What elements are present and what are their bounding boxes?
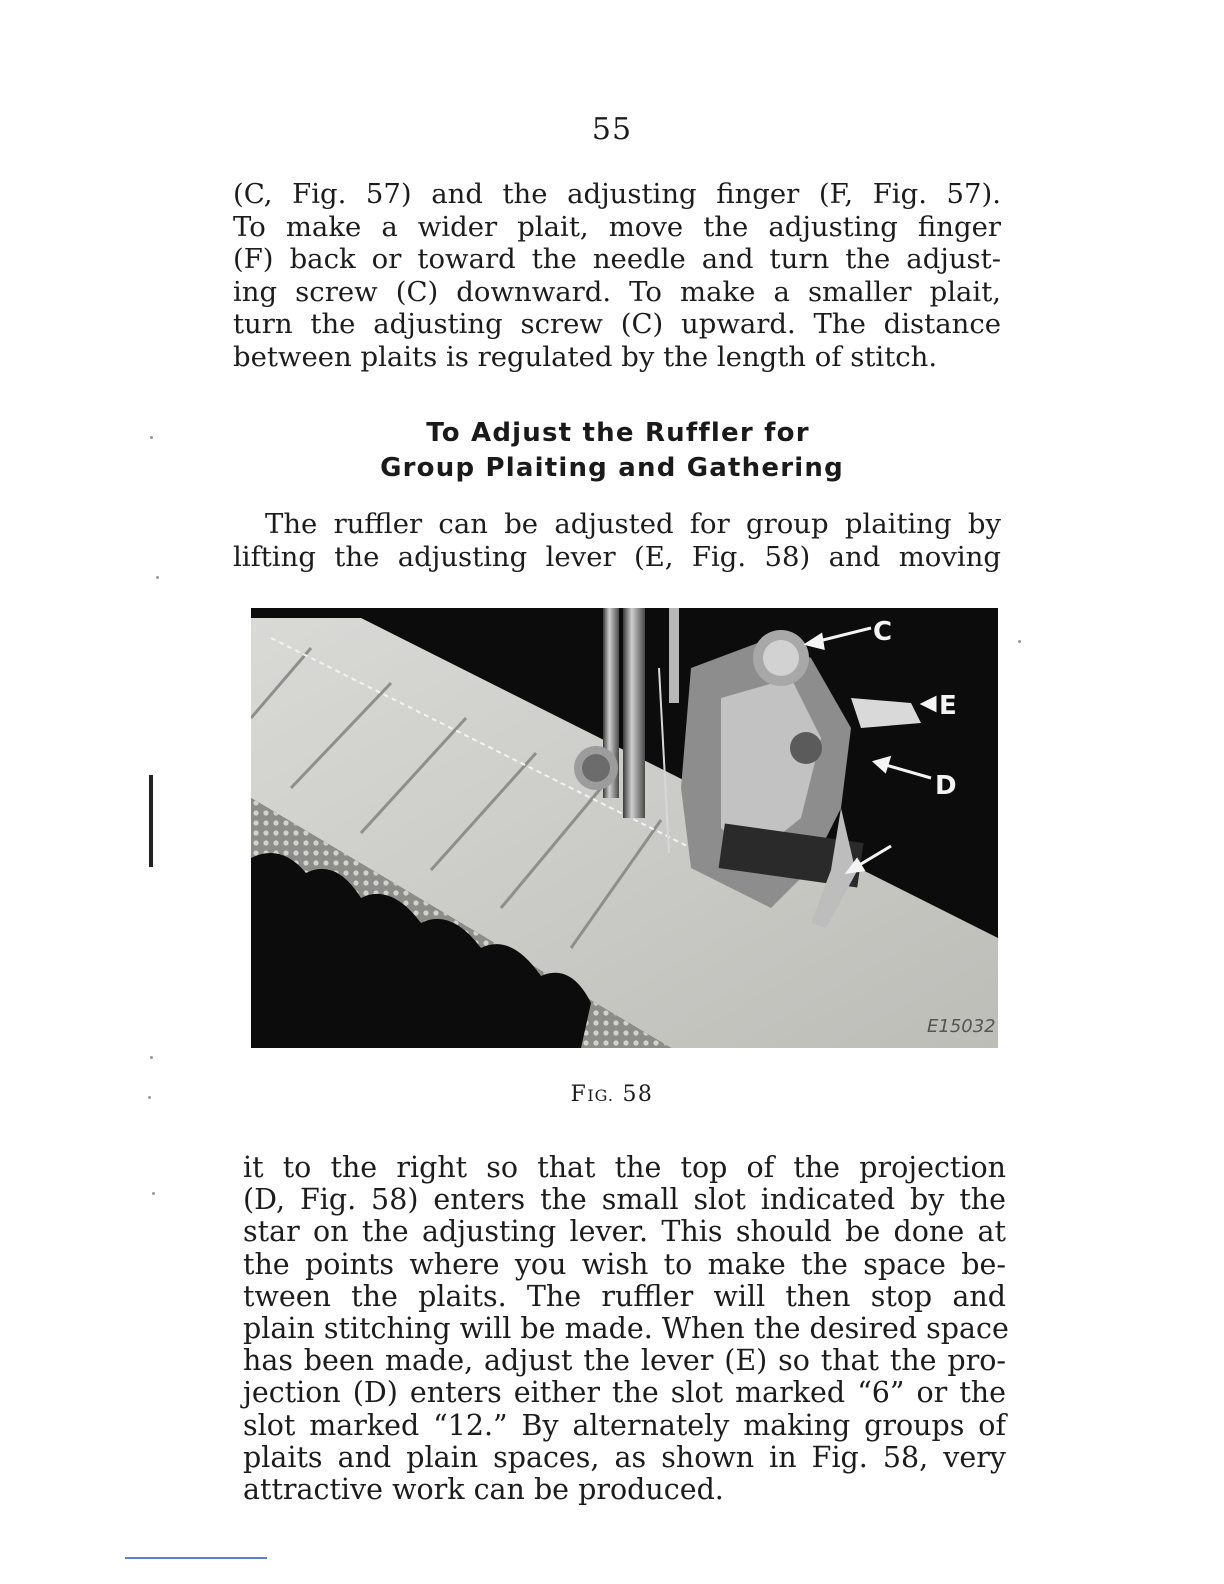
- scan-speck: [1018, 640, 1021, 643]
- ruffler-photo-illustration: [251, 608, 998, 1048]
- scan-speck: [150, 1056, 153, 1059]
- text-line: attractive work can be produced.: [243, 1473, 724, 1507]
- scan-speck: [150, 436, 153, 439]
- text-line: the points where you wish to make the space be-: [243, 1247, 1006, 1281]
- photo-code: E15032: [927, 1016, 996, 1037]
- label-e: E: [939, 691, 957, 721]
- text-line: (D, Fig. 58) enters the small slot indicated by the: [243, 1183, 1006, 1217]
- text-line: has been made, adjust the lever (E) so that the pro-: [243, 1344, 1006, 1378]
- text-line: To make a wider plait, move the adjusting finger: [233, 210, 1001, 243]
- figure-58-photo: [251, 608, 998, 1048]
- text-line: plaits and plain spaces, as shown in Fig. 58, very: [243, 1440, 1006, 1474]
- section-heading-line-2: Group Plaiting and Gathering: [380, 453, 844, 483]
- text-line: slot marked “12.” By alternately making groups of: [243, 1408, 1006, 1442]
- paragraph-bottom: [243, 1151, 1009, 1507]
- text-line: tween the plaits. The ruffler will then stop and: [243, 1279, 1006, 1313]
- bottom-rule: [125, 1557, 267, 1559]
- page-number: 55: [591, 112, 633, 147]
- section-heading-line-1: To Adjust the Ruffler for: [426, 418, 810, 448]
- text-line: star on the adjusting lever. This should be done at: [243, 1215, 1006, 1249]
- scan-speck: [148, 1096, 151, 1099]
- text-line: The ruffler can be adjusted for group plaiting by: [265, 508, 1001, 540]
- text-line: it to the right so that the top of the projection: [243, 1151, 1006, 1184]
- label-d: D: [935, 771, 957, 801]
- text-line: jection (D) enters either the slot marked “6” or the: [243, 1376, 1006, 1410]
- text-line: (C, Fig. 57) and the adjusting finger (F, Fig. 57).: [233, 178, 1001, 210]
- presser-bar: [623, 608, 645, 818]
- paragraph-top: [233, 178, 1001, 373]
- scan-speck: [152, 1192, 155, 1195]
- figure-caption: [0, 1082, 1224, 1107]
- caption-number: 58: [622, 1082, 654, 1107]
- text-line: turn the adjusting screw (C) upward. The distance: [233, 308, 1001, 340]
- text-line: (F) back or toward the needle and turn the adjust-: [233, 243, 1001, 275]
- text-line: lifting the adjusting lever (E, Fig. 58) and moving: [233, 540, 1001, 573]
- caption-prefix: F: [570, 1082, 588, 1107]
- scan-speck: [156, 576, 159, 579]
- text-line: between plaits is regulated by the length of stitch.: [233, 340, 938, 373]
- text-line: ing screw (C) downward. To make a smaller plait,: [233, 275, 1001, 308]
- label-c: C: [873, 617, 893, 647]
- caption-smallcaps: IG.: [587, 1086, 614, 1105]
- margin-bar: [149, 775, 153, 867]
- text-line: plain stitching will be made. When the desired space: [243, 1312, 1009, 1346]
- paragraph-mid: [233, 508, 1001, 573]
